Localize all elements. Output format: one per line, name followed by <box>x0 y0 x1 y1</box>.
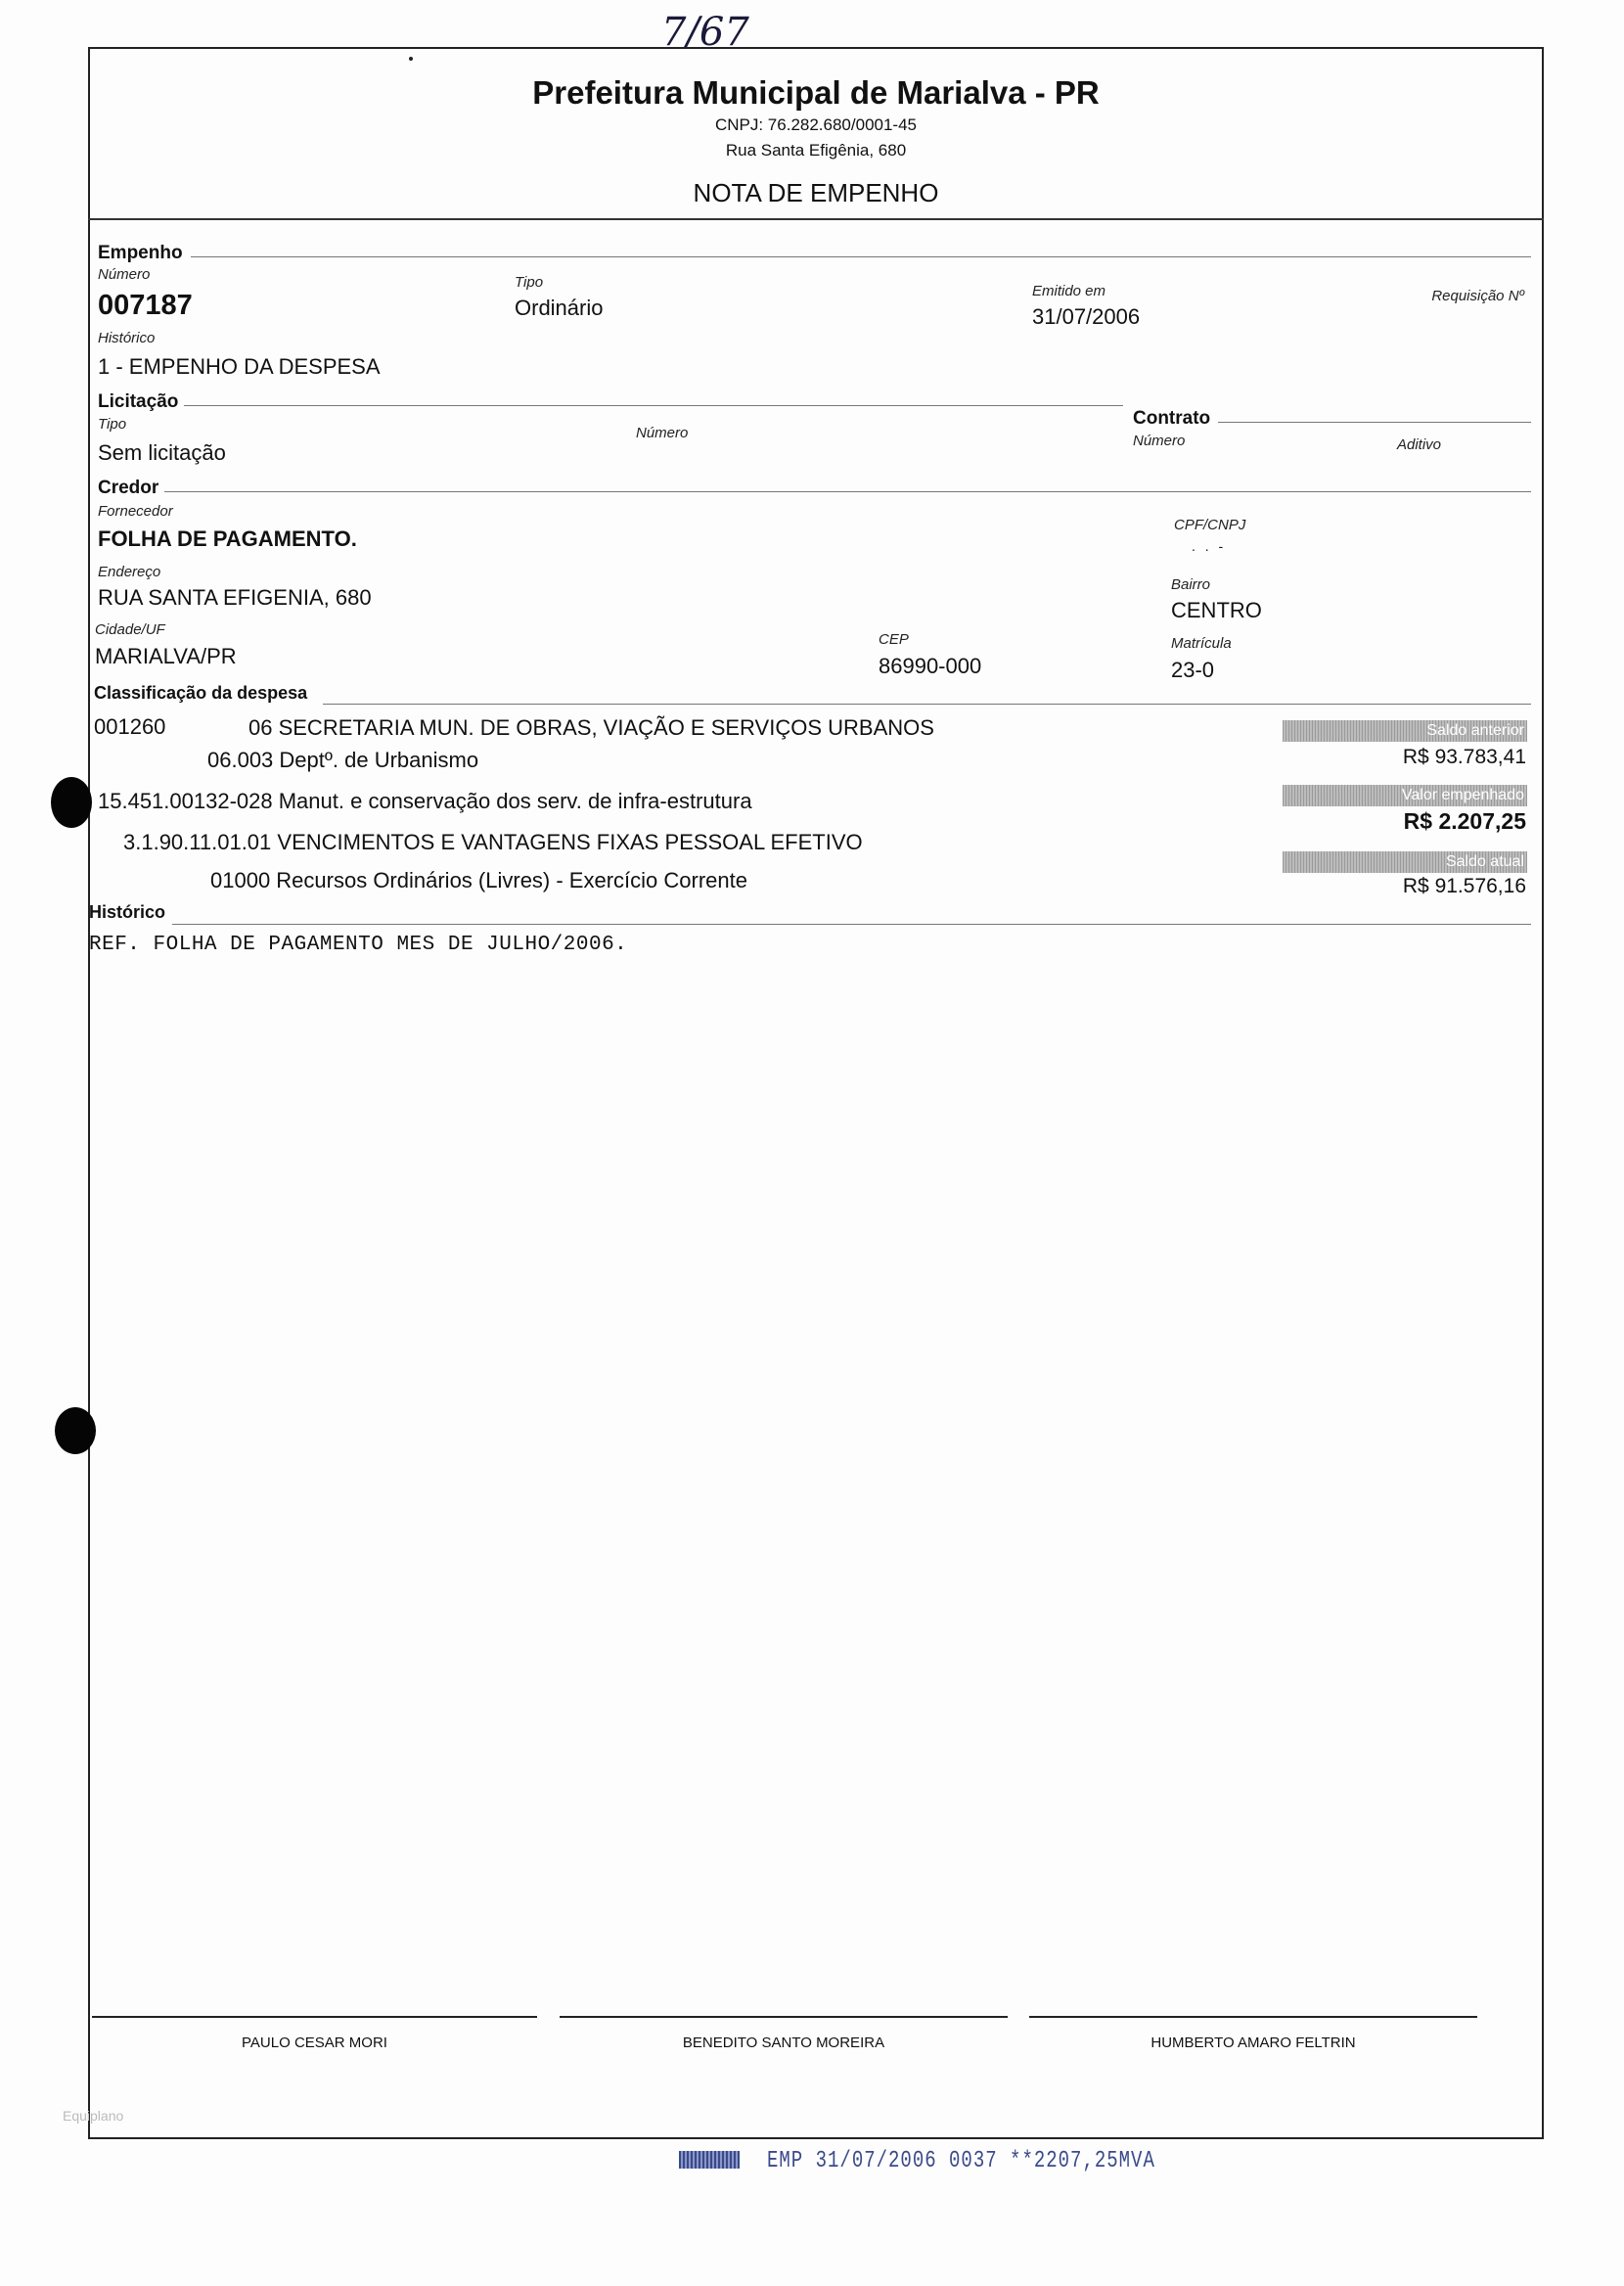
empenho-historico: 1 - EMPENHO DA DESPESA <box>98 354 381 379</box>
historico-text: REF. FOLHA DE PAGAMENTO MES DE JULHO/2006. <box>89 934 628 956</box>
punch-hole-top <box>51 777 92 828</box>
signature-line-3 <box>1029 2016 1477 2018</box>
historico-rule <box>172 924 1531 925</box>
matricula-label: Matrícula <box>1171 635 1232 652</box>
handwritten-page-number: 7/67 <box>661 10 749 55</box>
signature-name-1: PAULO CESAR MORI <box>242 2035 387 2051</box>
classificacao-programa: 15.451.00132-028 Manut. e conservação dos serv. de infra-estrutura <box>98 789 752 813</box>
licitacao-numero-label: Número <box>636 425 689 441</box>
cep: 86990-000 <box>879 654 982 678</box>
bank-stamp-mark <box>679 2151 740 2169</box>
fornecedor: FOLHA DE PAGAMENTO. <box>98 526 357 551</box>
credor-rule <box>164 491 1531 492</box>
classificacao-code: 001260 <box>94 714 166 739</box>
bairro: CENTRO <box>1171 598 1262 622</box>
empenho-historico-label: Histórico <box>98 330 156 346</box>
classificacao-section-label: Classificação da despesa <box>94 683 308 703</box>
classificacao-rule <box>323 704 1531 705</box>
saldo-atual: R$ 91.576,16 <box>1402 875 1526 897</box>
software-footer: Equiplano <box>63 2108 124 2124</box>
org-address: Rua Santa Efigênia, 680 <box>725 141 907 160</box>
saldo-anterior: R$ 93.783,41 <box>1402 746 1526 768</box>
empenho-tipo-label: Tipo <box>515 274 544 291</box>
saldo-atual-label: Saldo atual <box>1283 851 1527 873</box>
cpf-cnpj-label: CPF/CNPJ <box>1174 517 1246 533</box>
empenho-section-label: Empenho <box>98 243 183 263</box>
matricula: 23-0 <box>1171 658 1215 682</box>
emitido-date: 31/07/2006 <box>1032 304 1141 329</box>
classificacao-unidade: 06.003 Deptº. de Urbanismo <box>207 748 479 772</box>
punch-hole-bottom <box>55 1407 96 1454</box>
cidade: MARIALVA/PR <box>95 644 237 668</box>
saldo-anterior-label: Saldo anterior <box>1283 720 1527 742</box>
empenho-numero-label: Número <box>98 266 151 283</box>
empenho-numero: 007187 <box>98 290 193 321</box>
historico-section-label: Histórico <box>89 902 166 922</box>
cnpj: CNPJ: 76.282.680/0001-45 <box>714 115 918 134</box>
doc-title: NOTA DE EMPENHO <box>693 178 939 207</box>
classificacao-recurso: 01000 Recursos Ordinários (Livres) - Exercício Corrente <box>210 868 747 892</box>
valor-empenhado: R$ 2.207,25 <box>1403 808 1526 834</box>
credor-section-label: Credor <box>98 478 159 498</box>
classificacao-elemento: 3.1.90.11.01.01 VENCIMENTOS E VANTAGENS FIXAS PESSOAL EFETIVO <box>123 830 863 854</box>
bank-stamp-text: EMP 31/07/2006 0037 **2207,25MVA <box>767 2147 1155 2174</box>
signature-line-1 <box>92 2016 537 2018</box>
signature-name-3: HUMBERTO AMARO FELTRIN <box>1150 2035 1356 2051</box>
org-name: Prefeitura Municipal de Marialva - PR <box>532 74 1100 111</box>
licitacao-tipo: Sem licitação <box>98 440 226 465</box>
licitacao-rule <box>184 405 1123 406</box>
contrato-numero-label: Número <box>1133 433 1186 449</box>
licitacao-section-label: Licitação <box>98 391 179 412</box>
contrato-aditivo-label: Aditivo <box>1397 436 1442 453</box>
fornecedor-label: Fornecedor <box>98 503 173 520</box>
endereco-label: Endereço <box>98 564 161 580</box>
requisicao-label: Requisição Nº <box>1431 288 1524 304</box>
contrato-section-label: Contrato <box>1133 408 1211 429</box>
empenho-rule <box>191 256 1531 257</box>
empenho-tipo: Ordinário <box>515 296 604 320</box>
cpf-cnpj: . . - <box>1192 538 1227 554</box>
licitacao-tipo-label: Tipo <box>98 416 127 433</box>
bairro-label: Bairro <box>1171 576 1211 593</box>
contrato-rule <box>1218 422 1531 423</box>
cidade-label: Cidade/UF <box>95 621 165 638</box>
signature-name-2: BENEDITO SANTO MOREIRA <box>682 2035 885 2051</box>
classificacao-orgao: 06 SECRETARIA MUN. DE OBRAS, VIAÇÃO E SERVIÇOS URBANOS <box>248 715 934 740</box>
signature-line-2 <box>560 2016 1008 2018</box>
valor-empenhado-label: Valor empenhado <box>1283 785 1527 806</box>
header-divider <box>88 218 1544 220</box>
endereco: RUA SANTA EFIGENIA, 680 <box>98 585 372 610</box>
cep-label: CEP <box>879 631 909 648</box>
emitido-label: Emitido em <box>1032 283 1106 299</box>
